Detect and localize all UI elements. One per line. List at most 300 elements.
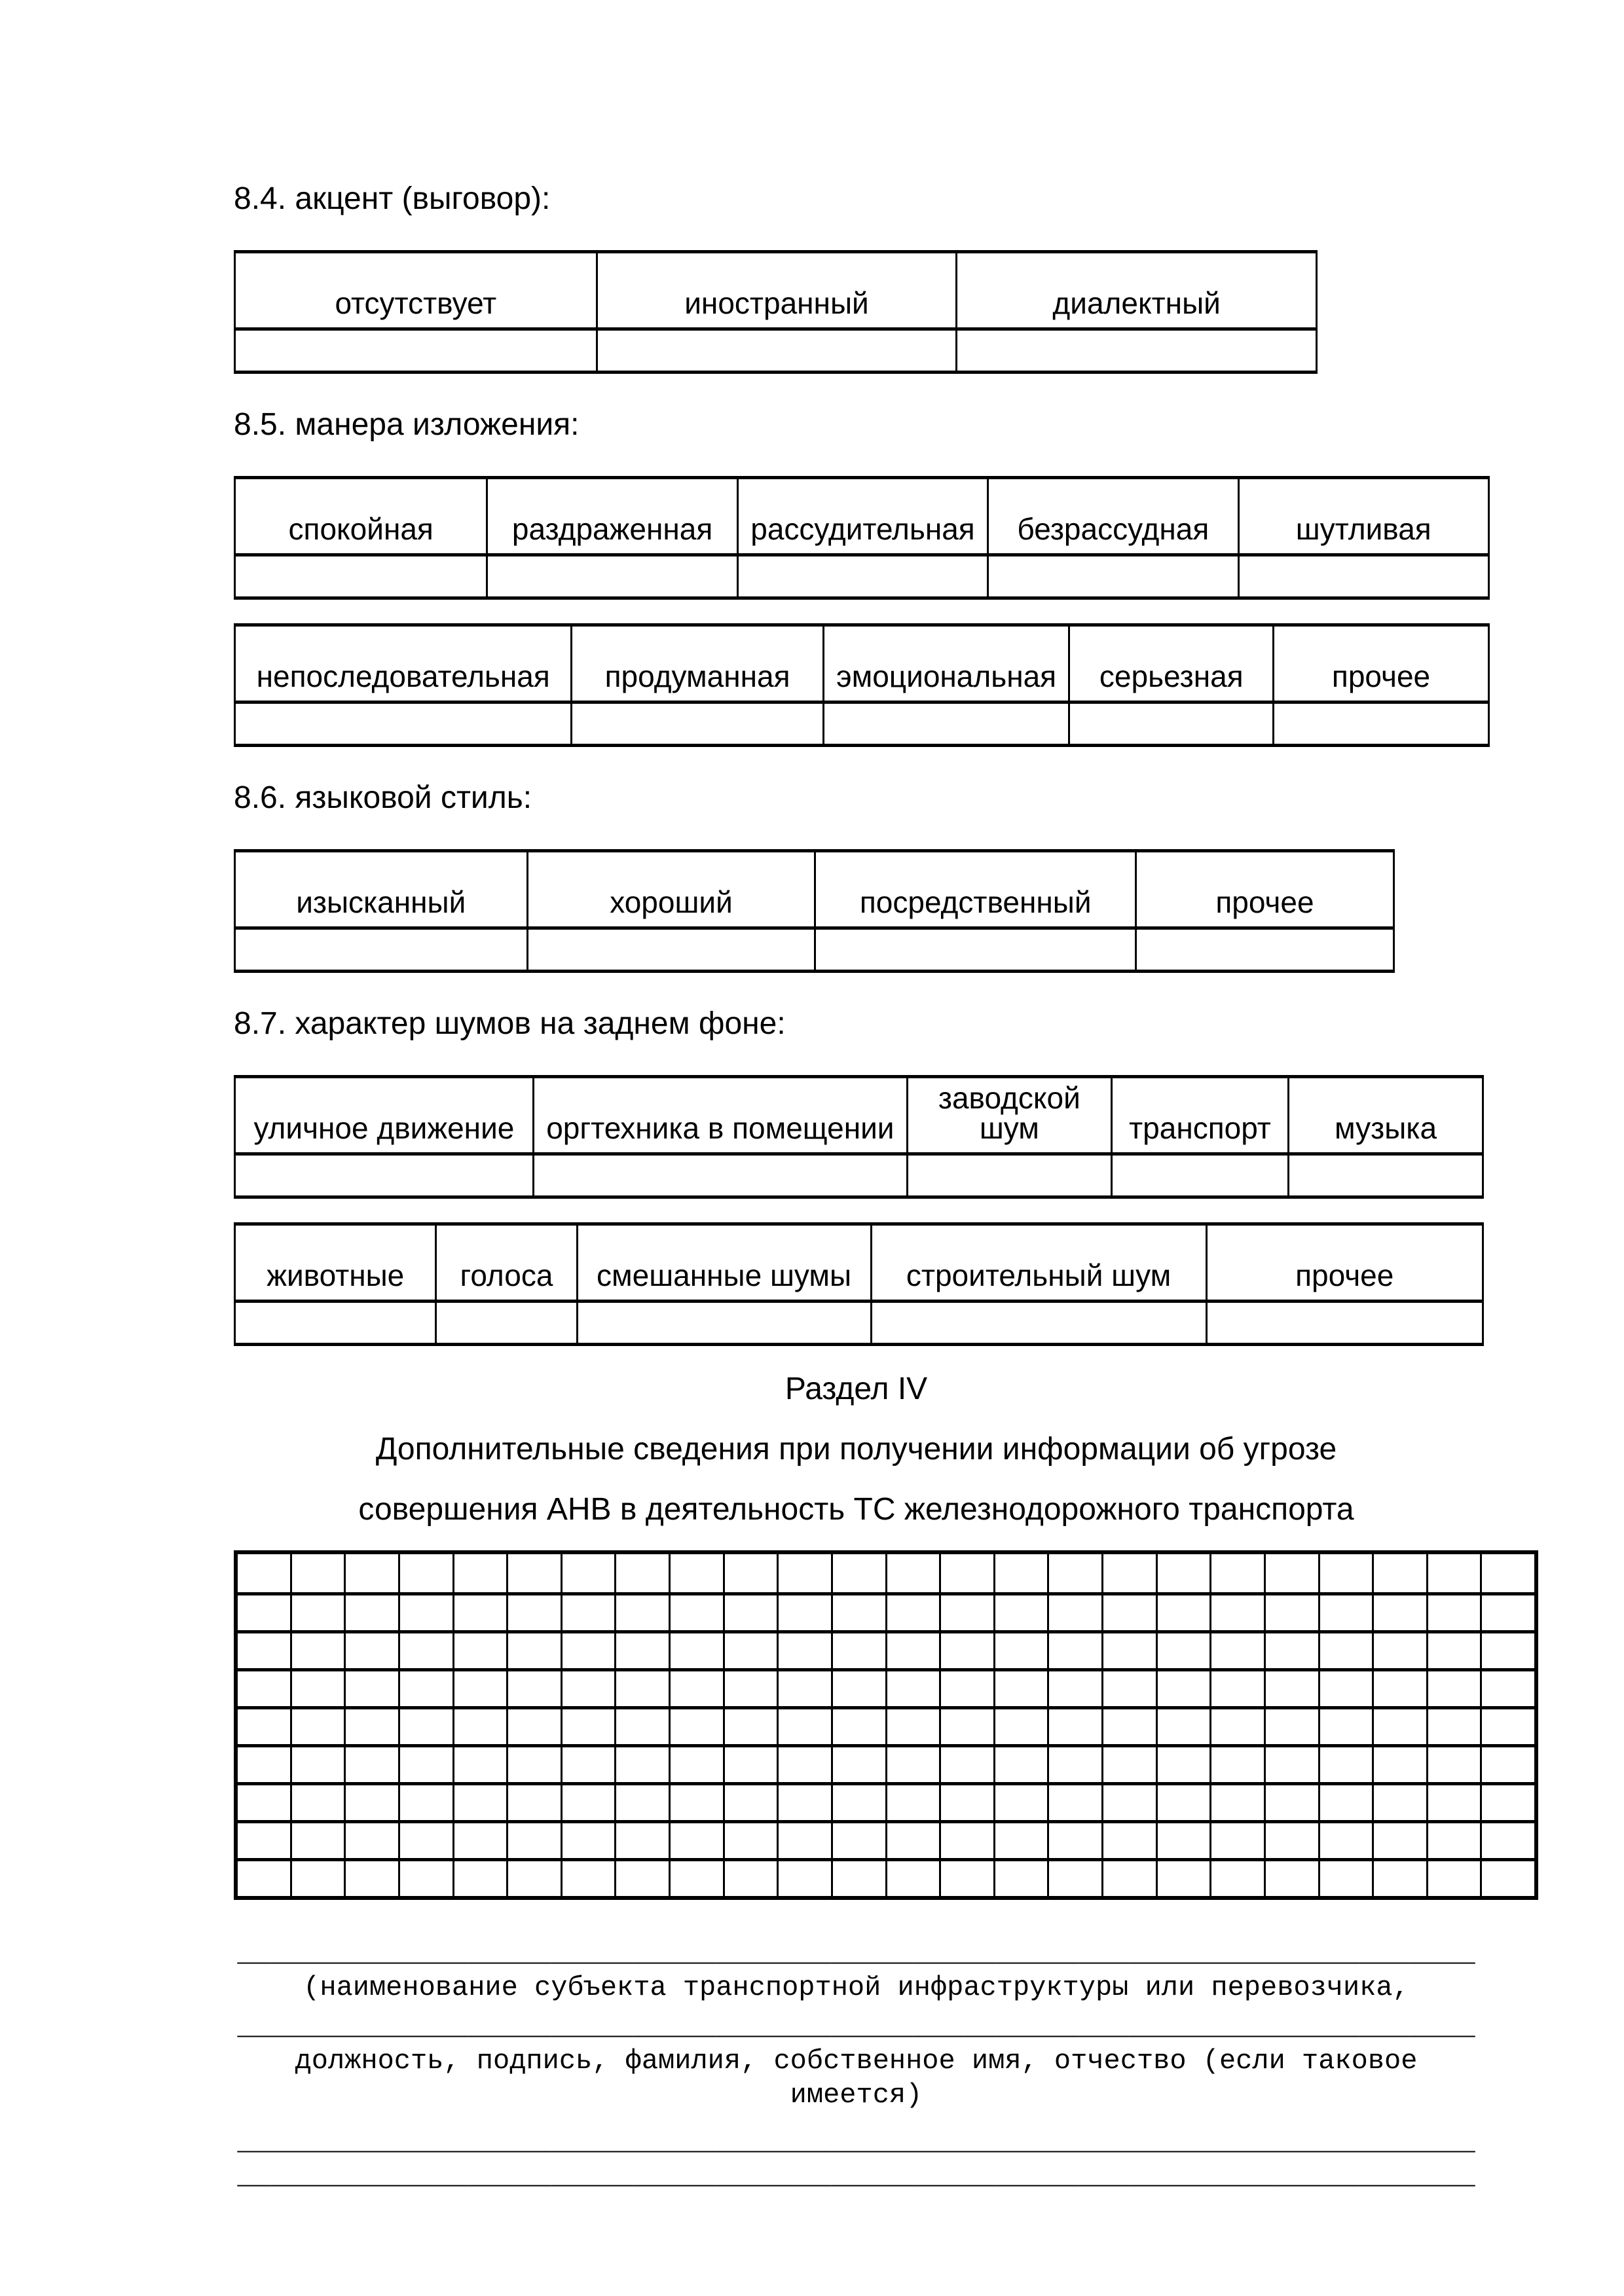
grid-cell[interactable] xyxy=(1372,1861,1426,1896)
option-label: диалектный xyxy=(955,253,1316,327)
grid-cell[interactable] xyxy=(885,1861,940,1896)
grid-cell[interactable] xyxy=(777,1554,831,1592)
grid-cell[interactable] xyxy=(398,1595,452,1630)
grid-cell[interactable] xyxy=(614,1823,669,1858)
grid-cell[interactable] xyxy=(452,1633,507,1668)
grid-cell[interactable] xyxy=(238,1671,290,1706)
answer-cell[interactable] xyxy=(486,556,736,596)
grid-cell[interactable] xyxy=(1480,1747,1534,1782)
grid-cell[interactable] xyxy=(669,1554,723,1592)
grid-cell[interactable] xyxy=(1426,1633,1481,1668)
answer-cell[interactable] xyxy=(1287,1156,1482,1195)
grid-cell[interactable] xyxy=(452,1861,507,1896)
grid-cell[interactable] xyxy=(1047,1633,1101,1668)
grid-cell[interactable] xyxy=(1101,1671,1156,1706)
grid-cell[interactable] xyxy=(561,1595,615,1630)
grid-cell[interactable] xyxy=(885,1747,940,1782)
grid-cell[interactable] xyxy=(939,1709,993,1744)
grid-cell[interactable] xyxy=(614,1861,669,1896)
grid-cell[interactable] xyxy=(506,1633,561,1668)
grid-cell[interactable] xyxy=(561,1861,615,1896)
grid-cell[interactable] xyxy=(885,1633,940,1668)
grid-cell[interactable] xyxy=(1480,1671,1534,1706)
grid-cell[interactable] xyxy=(1047,1823,1101,1858)
answer-cell[interactable] xyxy=(737,556,987,596)
answer-cell[interactable] xyxy=(1238,556,1488,596)
grid-cell[interactable] xyxy=(561,1633,615,1668)
option-label: музыка xyxy=(1287,1078,1482,1152)
grid-cell[interactable] xyxy=(238,1747,290,1782)
signature-rule-line: ___________________________________________________________________________ xyxy=(237,2126,1475,2158)
grid-cell[interactable] xyxy=(1156,1747,1210,1782)
grid-cell[interactable] xyxy=(398,1633,452,1668)
table-answer-row xyxy=(236,701,1488,744)
grid-cell[interactable] xyxy=(344,1823,398,1858)
grid-cell[interactable] xyxy=(1264,1823,1318,1858)
grid-cell[interactable] xyxy=(452,1709,507,1744)
grid-cell[interactable] xyxy=(1480,1709,1534,1744)
grid-cell[interactable] xyxy=(993,1671,1048,1706)
grid-cell[interactable] xyxy=(238,1785,290,1820)
grid-cell[interactable] xyxy=(561,1747,615,1782)
answer-cell[interactable] xyxy=(236,1156,532,1195)
grid-cell[interactable] xyxy=(506,1595,561,1630)
grid-cell[interactable] xyxy=(777,1671,831,1706)
grid-cell[interactable] xyxy=(344,1747,398,1782)
grid-cell[interactable] xyxy=(1209,1785,1264,1820)
grid-cell[interactable] xyxy=(1264,1554,1318,1592)
grid-cell[interactable] xyxy=(1209,1747,1264,1782)
table-answer-row xyxy=(236,553,1488,596)
grid-cell[interactable] xyxy=(1047,1671,1101,1706)
answer-cell[interactable] xyxy=(822,704,1069,744)
table-header-row xyxy=(236,1226,1482,1300)
grid-cell[interactable] xyxy=(290,1823,344,1858)
grid-cell[interactable] xyxy=(290,1595,344,1630)
grid-cell[interactable] xyxy=(831,1747,885,1782)
option-label: прочее xyxy=(1135,852,1393,926)
grid-cell[interactable] xyxy=(1209,1554,1264,1592)
grid-cell[interactable] xyxy=(723,1709,777,1744)
grid-cell[interactable] xyxy=(669,1709,723,1744)
accent-options-table xyxy=(234,250,1318,374)
grid-cell[interactable] xyxy=(1101,1595,1156,1630)
grid-cell[interactable] xyxy=(993,1633,1048,1668)
answer-cell[interactable] xyxy=(236,1303,435,1343)
grid-cell[interactable] xyxy=(452,1671,507,1706)
grid-cell[interactable] xyxy=(506,1709,561,1744)
option-label: эмоциональная xyxy=(822,627,1069,701)
grid-row xyxy=(238,1554,1534,1592)
answer-cell[interactable] xyxy=(570,704,822,744)
grid-cell[interactable] xyxy=(993,1785,1048,1820)
answer-cell[interactable] xyxy=(526,930,815,970)
option-label: голоса xyxy=(435,1226,576,1300)
grid-cell[interactable] xyxy=(1101,1861,1156,1896)
grid-cell[interactable] xyxy=(1318,1823,1373,1858)
grid-cell[interactable] xyxy=(344,1671,398,1706)
grid-cell[interactable] xyxy=(238,1633,290,1668)
option-label: животные xyxy=(267,1258,405,1292)
grid-cell[interactable] xyxy=(669,1823,723,1858)
grid-cell[interactable] xyxy=(1264,1747,1318,1782)
grid-cell[interactable] xyxy=(1480,1823,1534,1858)
grid-cell[interactable] xyxy=(1372,1671,1426,1706)
grid-cell[interactable] xyxy=(1264,1671,1318,1706)
grid-cell[interactable] xyxy=(398,1554,452,1592)
grid-cell[interactable] xyxy=(1318,1671,1373,1706)
grid-cell[interactable] xyxy=(1209,1595,1264,1630)
grid-cell[interactable] xyxy=(885,1785,940,1820)
grid-cell[interactable] xyxy=(939,1861,993,1896)
grid-cell[interactable] xyxy=(777,1747,831,1782)
grid-cell[interactable] xyxy=(1480,1595,1534,1630)
grid-cell[interactable] xyxy=(614,1633,669,1668)
grid-cell[interactable] xyxy=(344,1633,398,1668)
grid-cell[interactable] xyxy=(1318,1633,1373,1668)
grid-cell[interactable] xyxy=(669,1595,723,1630)
grid-cell[interactable] xyxy=(1209,1671,1264,1706)
answer-cell[interactable] xyxy=(1272,704,1488,744)
signature-caption-2-line-1: должность, подпись, фамилия, собственное имя, отчество (если таковое xyxy=(295,2045,1418,2077)
grid-cell[interactable] xyxy=(398,1747,452,1782)
grid-row xyxy=(238,1706,1534,1744)
grid-cell[interactable] xyxy=(290,1671,344,1706)
option-label: посредственный xyxy=(814,852,1134,926)
grid-cell[interactable] xyxy=(1264,1709,1318,1744)
grid-cell[interactable] xyxy=(669,1861,723,1896)
grid-cell[interactable] xyxy=(1426,1709,1481,1744)
grid-cell[interactable] xyxy=(1156,1633,1210,1668)
grid-cell[interactable] xyxy=(1426,1747,1481,1782)
grid-cell[interactable] xyxy=(885,1554,940,1592)
grid-cell[interactable] xyxy=(1047,1747,1101,1782)
grid-cell[interactable] xyxy=(669,1633,723,1668)
grid-cell[interactable] xyxy=(939,1633,993,1668)
grid-cell[interactable] xyxy=(1101,1709,1156,1744)
grid-cell[interactable] xyxy=(993,1554,1048,1592)
grid-cell[interactable] xyxy=(831,1595,885,1630)
section-4-caption-line-2: совершения АНВ в деятельность ТС железнодорожного транспорта xyxy=(358,1492,1354,1527)
section-8-4-heading: 8.4. акцент (выговор): xyxy=(234,181,551,216)
answer-cell[interactable] xyxy=(236,331,596,371)
grid-cell[interactable] xyxy=(669,1747,723,1782)
answer-cell[interactable] xyxy=(906,1156,1111,1195)
answer-cell[interactable] xyxy=(236,930,526,970)
grid-cell[interactable] xyxy=(506,1861,561,1896)
grid-cell[interactable] xyxy=(723,1823,777,1858)
grid-cell[interactable] xyxy=(1156,1554,1210,1592)
grid-cell[interactable] xyxy=(561,1671,615,1706)
grid-cell[interactable] xyxy=(1156,1709,1210,1744)
grid-cell[interactable] xyxy=(614,1554,669,1592)
grid-cell[interactable] xyxy=(344,1785,398,1820)
grid-cell[interactable] xyxy=(1047,1554,1101,1592)
signature-caption-2-line-2: имеется) xyxy=(790,2079,923,2111)
option-label: спокойная xyxy=(288,512,434,546)
option-label: уличное движение xyxy=(253,1111,515,1145)
answer-cell[interactable] xyxy=(236,704,570,744)
grid-cell[interactable] xyxy=(1318,1861,1373,1896)
grid-cell[interactable] xyxy=(1209,1633,1264,1668)
option-label: отсутствует xyxy=(335,286,497,320)
grid-cell[interactable] xyxy=(831,1671,885,1706)
grid-row xyxy=(238,1858,1534,1896)
grid-cell[interactable] xyxy=(344,1861,398,1896)
section-8-6-heading: 8.6. языковой стиль: xyxy=(234,780,532,815)
grid-row xyxy=(238,1744,1534,1782)
grid-cell[interactable] xyxy=(777,1633,831,1668)
background-noise-table-2 xyxy=(234,1222,1484,1346)
grid-cell[interactable] xyxy=(1426,1595,1481,1630)
grid-cell[interactable] xyxy=(398,1785,452,1820)
grid-cell[interactable] xyxy=(290,1633,344,1668)
grid-cell[interactable] xyxy=(344,1709,398,1744)
grid-cell[interactable] xyxy=(1101,1823,1156,1858)
grid-cell[interactable] xyxy=(398,1671,452,1706)
answer-cell[interactable] xyxy=(1068,704,1272,744)
grid-cell[interactable] xyxy=(831,1823,885,1858)
grid-cell[interactable] xyxy=(1209,1861,1264,1896)
grid-cell[interactable] xyxy=(238,1709,290,1744)
grid-cell[interactable] xyxy=(1047,1785,1101,1820)
grid-cell[interactable] xyxy=(831,1785,885,1820)
grid-row xyxy=(238,1820,1534,1858)
grid-cell[interactable] xyxy=(1318,1747,1373,1782)
grid-cell[interactable] xyxy=(831,1709,885,1744)
grid-cell[interactable] xyxy=(1372,1709,1426,1744)
grid-cell[interactable] xyxy=(1480,1633,1534,1668)
grid-cell[interactable] xyxy=(614,1671,669,1706)
manner-options-table-1 xyxy=(234,476,1490,600)
grid-cell[interactable] xyxy=(614,1709,669,1744)
grid-cell[interactable] xyxy=(1372,1785,1426,1820)
answer-cell[interactable] xyxy=(987,556,1237,596)
section-4-caption-line-1: Дополнительные сведения при получении информации об угрозе xyxy=(375,1432,1337,1467)
grid-cell[interactable] xyxy=(1047,1709,1101,1744)
grid-cell[interactable] xyxy=(290,1861,344,1896)
answer-cell[interactable] xyxy=(236,556,486,596)
option-label: строительный шум xyxy=(870,1226,1206,1300)
option-label: продуманная xyxy=(570,627,822,701)
grid-cell[interactable] xyxy=(452,1747,507,1782)
grid-cell[interactable] xyxy=(777,1709,831,1744)
grid-cell[interactable] xyxy=(1372,1823,1426,1858)
option-label: шутливая xyxy=(1238,479,1488,553)
grid-cell[interactable] xyxy=(1209,1823,1264,1858)
grid-cell[interactable] xyxy=(344,1554,398,1592)
grid-row xyxy=(238,1592,1534,1630)
grid-cell[interactable] xyxy=(290,1554,344,1592)
grid-row xyxy=(238,1782,1534,1820)
grid-cell[interactable] xyxy=(1101,1554,1156,1592)
grid-row xyxy=(238,1668,1534,1706)
answer-cell[interactable] xyxy=(870,1303,1206,1343)
grid-cell[interactable] xyxy=(777,1823,831,1858)
grid-cell[interactable] xyxy=(1372,1747,1426,1782)
grid-cell[interactable] xyxy=(344,1595,398,1630)
grid-cell[interactable] xyxy=(1372,1633,1426,1668)
grid-cell[interactable] xyxy=(1426,1785,1481,1820)
table-answer-row xyxy=(236,926,1393,970)
grid-cell[interactable] xyxy=(238,1595,290,1630)
signature-rule-line: ___________________________________________________________________________ xyxy=(237,1938,1475,1969)
grid-cell[interactable] xyxy=(1101,1747,1156,1782)
manner-options-table-2 xyxy=(234,623,1490,747)
answer-cell[interactable] xyxy=(576,1303,870,1343)
grid-cell[interactable] xyxy=(1264,1633,1318,1668)
grid-cell[interactable] xyxy=(1318,1785,1373,1820)
grid-cell[interactable] xyxy=(1101,1785,1156,1820)
option-label: смешанные шумы xyxy=(576,1226,870,1300)
answer-cell[interactable] xyxy=(1135,930,1393,970)
grid-cell[interactable] xyxy=(238,1823,290,1858)
grid-cell[interactable] xyxy=(1480,1554,1534,1592)
grid-cell[interactable] xyxy=(506,1747,561,1782)
grid-cell[interactable] xyxy=(1156,1823,1210,1858)
table-header-row xyxy=(236,1078,1482,1152)
grid-cell[interactable] xyxy=(831,1861,885,1896)
grid-cell[interactable] xyxy=(1264,1861,1318,1896)
option-label: прочее xyxy=(1206,1226,1482,1300)
grid-cell[interactable] xyxy=(1209,1709,1264,1744)
grid-cell[interactable] xyxy=(1318,1554,1373,1592)
grid-cell[interactable] xyxy=(1426,1823,1481,1858)
grid-cell[interactable] xyxy=(1047,1595,1101,1630)
grid-cell[interactable] xyxy=(1480,1785,1534,1820)
grid-cell[interactable] xyxy=(1426,1554,1481,1592)
grid-cell[interactable] xyxy=(1318,1709,1373,1744)
grid-cell[interactable] xyxy=(993,1823,1048,1858)
grid-cell[interactable] xyxy=(290,1785,344,1820)
grid-cell[interactable] xyxy=(1047,1861,1101,1896)
grid-cell[interactable] xyxy=(452,1554,507,1592)
grid-cell[interactable] xyxy=(993,1595,1048,1630)
answer-cell[interactable] xyxy=(596,331,956,371)
grid-cell[interactable] xyxy=(452,1595,507,1630)
table-header-row xyxy=(236,627,1488,701)
grid-cell[interactable] xyxy=(939,1671,993,1706)
grid-cell[interactable] xyxy=(1156,1861,1210,1896)
grid-cell[interactable] xyxy=(1318,1595,1373,1630)
grid-cell[interactable] xyxy=(506,1823,561,1858)
table-header-row xyxy=(236,852,1393,926)
grid-cell[interactable] xyxy=(1101,1633,1156,1668)
grid-cell[interactable] xyxy=(777,1861,831,1896)
grid-cell[interactable] xyxy=(1480,1861,1534,1896)
grid-cell[interactable] xyxy=(452,1785,507,1820)
answer-cell[interactable] xyxy=(814,930,1134,970)
grid-cell[interactable] xyxy=(238,1554,290,1592)
grid-cell[interactable] xyxy=(723,1785,777,1820)
grid-cell[interactable] xyxy=(723,1554,777,1592)
answer-cell[interactable] xyxy=(1206,1303,1482,1343)
grid-cell[interactable] xyxy=(398,1861,452,1896)
answer-cell[interactable] xyxy=(1111,1156,1287,1195)
signature-caption-1: (наименование субъекта транспортной инфраструктуры или перевозчика, xyxy=(303,1972,1409,2003)
section-8-5-heading: 8.5. манера изложения: xyxy=(234,407,580,442)
grid-cell[interactable] xyxy=(1372,1595,1426,1630)
grid-cell[interactable] xyxy=(885,1671,940,1706)
grid-cell[interactable] xyxy=(1264,1595,1318,1630)
grid-cell[interactable] xyxy=(561,1554,615,1592)
grid-cell[interactable] xyxy=(885,1823,940,1858)
grid-cell[interactable] xyxy=(1156,1671,1210,1706)
grid-cell[interactable] xyxy=(723,1633,777,1668)
grid-cell[interactable] xyxy=(669,1785,723,1820)
option-label: заводской шум xyxy=(906,1078,1111,1152)
grid-cell[interactable] xyxy=(290,1709,344,1744)
grid-cell[interactable] xyxy=(1372,1554,1426,1592)
grid-cell[interactable] xyxy=(669,1671,723,1706)
answer-cell[interactable] xyxy=(532,1156,906,1195)
grid-cell[interactable] xyxy=(506,1785,561,1820)
signature-rule-line: ___________________________________________________________________________ xyxy=(237,2011,1475,2043)
grid-cell[interactable] xyxy=(561,1785,615,1820)
option-label: иностранный xyxy=(596,253,956,327)
option-label: хороший xyxy=(526,852,815,926)
option-label: безрассудная xyxy=(987,479,1237,553)
grid-cell[interactable] xyxy=(290,1747,344,1782)
grid-cell[interactable] xyxy=(614,1747,669,1782)
table-answer-row xyxy=(236,1300,1482,1343)
grid-cell[interactable] xyxy=(1426,1861,1481,1896)
grid-cell[interactable] xyxy=(506,1554,561,1592)
grid-cell[interactable] xyxy=(993,1709,1048,1744)
grid-cell[interactable] xyxy=(885,1595,940,1630)
grid-cell[interactable] xyxy=(1156,1595,1210,1630)
grid-cell[interactable] xyxy=(723,1747,777,1782)
option-label: серьезная xyxy=(1068,627,1272,701)
grid-cell[interactable] xyxy=(831,1554,885,1592)
grid-cell[interactable] xyxy=(1264,1785,1318,1820)
table-answer-row xyxy=(236,1152,1482,1195)
grid-cell[interactable] xyxy=(723,1861,777,1896)
grid-cell[interactable] xyxy=(398,1823,452,1858)
grid-cell[interactable] xyxy=(561,1823,615,1858)
grid-cell[interactable] xyxy=(398,1709,452,1744)
grid-cell[interactable] xyxy=(614,1595,669,1630)
answer-cell[interactable] xyxy=(435,1303,576,1343)
option-label: прочее xyxy=(1272,627,1488,701)
grid-cell[interactable] xyxy=(939,1747,993,1782)
grid-cell[interactable] xyxy=(614,1785,669,1820)
grid-cell[interactable] xyxy=(561,1709,615,1744)
grid-cell[interactable] xyxy=(506,1671,561,1706)
grid-cell[interactable] xyxy=(723,1671,777,1706)
grid-cell[interactable] xyxy=(939,1595,993,1630)
grid-cell[interactable] xyxy=(993,1861,1048,1896)
grid-cell[interactable] xyxy=(1156,1785,1210,1820)
grid-cell[interactable] xyxy=(885,1709,940,1744)
grid-cell[interactable] xyxy=(939,1554,993,1592)
grid-cell[interactable] xyxy=(777,1785,831,1820)
option-label: изысканный xyxy=(296,885,466,919)
table-header-row xyxy=(236,479,1488,553)
grid-cell[interactable] xyxy=(831,1633,885,1668)
grid-cell[interactable] xyxy=(777,1595,831,1630)
grid-cell[interactable] xyxy=(993,1747,1048,1782)
grid-cell[interactable] xyxy=(723,1595,777,1630)
grid-cell[interactable] xyxy=(452,1823,507,1858)
language-style-table xyxy=(234,849,1395,973)
grid-cell[interactable] xyxy=(939,1785,993,1820)
answer-cell[interactable] xyxy=(955,331,1316,371)
grid-cell[interactable] xyxy=(238,1861,290,1896)
grid-cell[interactable] xyxy=(1426,1671,1481,1706)
option-label: непоследовательная xyxy=(256,659,550,693)
grid-cell[interactable] xyxy=(939,1823,993,1858)
